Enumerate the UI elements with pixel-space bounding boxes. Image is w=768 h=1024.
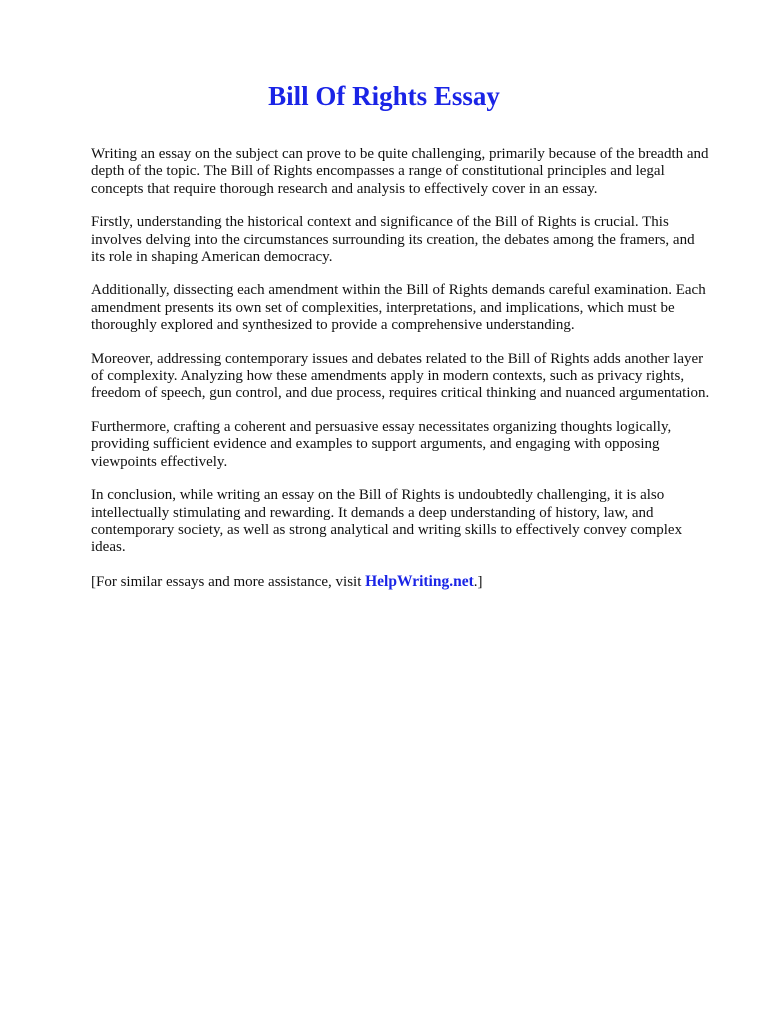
footer-suffix: .] [473, 573, 483, 590]
document-body [91, 146, 711, 607]
paragraph-historical-context: Firstly, understanding the historical context and significance of the Bill of Rights is crucial. This involves delving into the circumstances surrounding its creation, the debates among the framers, and its role in shaping American democracy. [91, 214, 695, 266]
helpwriting-link[interactable]: HelpWriting.net [365, 572, 474, 590]
paragraph-crafting-essay: Furthermore, crafting a coherent and persuasive essay necessitates organizing thoughts logically, providing sufficient evidence and examples to support arguments, and engaging with opposing viewpoints effectively. [91, 418, 672, 470]
document-title: Bill Of Rights Essay [268, 81, 500, 111]
paragraph-conclusion: In conclusion, while writing an essay on the Bill of Rights is undoubtedly challenging, it is also intellectually stimulating and rewarding. It demands a deep understanding of history, law, and contemporary society, as well as strong analytical and writing skills to effectively convey complex ideas. [91, 487, 683, 556]
footer-prefix: [For similar essays and more assistance, visit [91, 573, 366, 590]
paragraph-intro: Writing an essay on the subject can prove to be quite challenging, primarily because of the breadth and depth of the topic. The Bill of Rights encompasses a range of constitutional principles and legal concepts that require thorough research and analysis to effectively cover in an essay. [91, 146, 709, 197]
footer-note [91, 573, 711, 591]
paragraph-amendments: Additionally, dissecting each amendment within the Bill of Rights demands careful examination. Each amendment presents its own set of complexities, interpretations, and implications, which must be thoroughly explored and synthesized to provide a comprehensive understanding. [91, 282, 706, 334]
paragraph-contemporary-issues: Moreover, addressing contemporary issues and debates related to the Bill of Rights adds another layer of complexity. Analyzing how these amendments apply in modern contexts, such as privacy rights, freedom of speech, gun control, and due process, requires critical thinking and nuanced argumentation. [91, 350, 710, 402]
